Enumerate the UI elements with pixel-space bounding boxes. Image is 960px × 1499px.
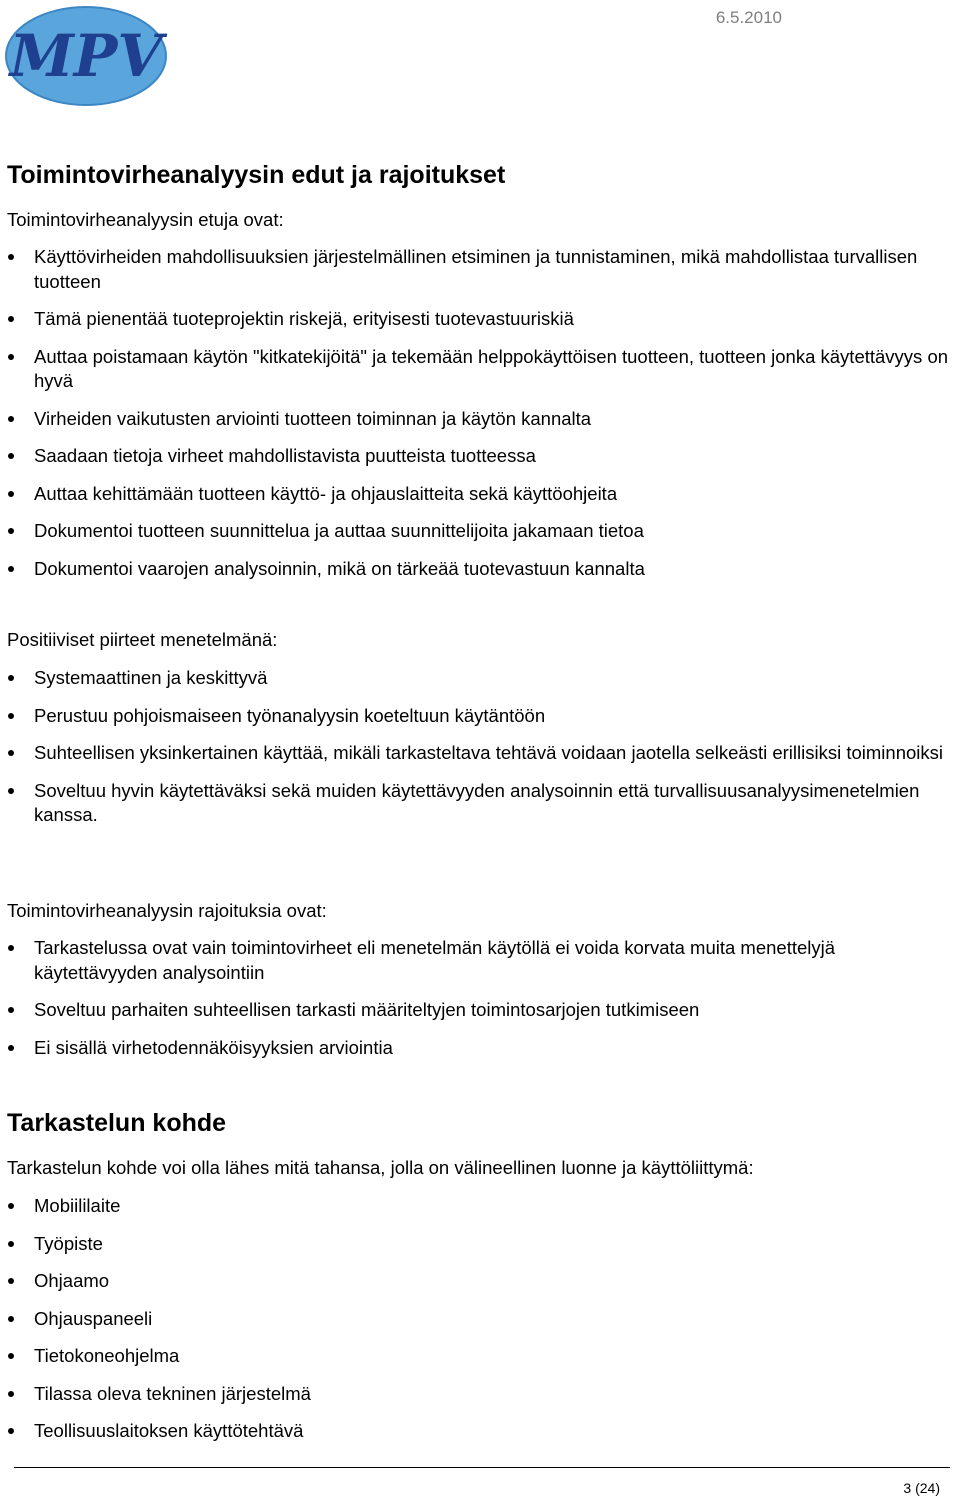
mpv-logo xyxy=(4,4,168,108)
list-item: Auttaa poistamaan käytön "kitkatekijöitä" ja tekemään helppokäyttöisen tuotteen, tuotteen jonka käytettävyys on hyvä xyxy=(7,345,960,394)
list-item: Tietokoneohjelma xyxy=(7,1344,960,1369)
list-item: Soveltuu parhaiten suhteellisen tarkasti määriteltyjen toimintosarjojen tutkimiseen xyxy=(7,998,960,1023)
list-item: Teollisuuslaitoksen käyttötehtävä xyxy=(7,1419,960,1444)
list-item: Dokumentoi tuotteen suunnittelua ja auttaa suunnittelijoita jakamaan tietoa xyxy=(7,519,960,544)
positives-list xyxy=(7,666,960,841)
kohde-intro: Tarkastelun kohde voi olla lähes mitä tahansa, jolla on välineellinen luonne ja käyttöliittymä: xyxy=(7,1157,754,1178)
list-item: Mobiililaite xyxy=(7,1194,960,1219)
positives-intro: Positiiviset piirteet menetelmänä: xyxy=(7,629,278,650)
footer-divider xyxy=(14,1467,950,1468)
benefits-list xyxy=(7,245,960,594)
list-item: Tarkastelussa ovat vain toimintovirheet eli menetelmän käytöllä ei voida korvata muita menettelyjä käytettävyyden analysointiin xyxy=(7,936,960,985)
list-item: Systemaattinen ja keskittyvä xyxy=(7,666,960,691)
list-item: Käyttövirheiden mahdollisuuksien järjestelmällinen etsiminen ja tunnistaminen, mikä mahdollistaa turvallisen tuotteen xyxy=(7,245,960,294)
kohde-list xyxy=(7,1194,960,1457)
logo-text: MPV xyxy=(9,22,163,90)
list-item: Tämä pienentää tuoteprojektin riskejä, erityisesti tuotevastuuriskiä xyxy=(7,307,960,332)
list-item: Työpiste xyxy=(7,1232,960,1257)
limitations-list xyxy=(7,936,960,1073)
limitations-intro: Toimintovirheanalyysin rajoituksia ovat: xyxy=(7,900,327,921)
list-item: Ohjaamo xyxy=(7,1269,960,1294)
page-number: 3 (24) xyxy=(903,1480,940,1496)
list-item: Suhteellisen yksinkertainen käyttää, mikäli tarkasteltava tehtävä voidaan jaotella selkeästi erillisiksi toiminnoiksi xyxy=(7,741,960,766)
list-item: Tilassa oleva tekninen järjestelmä xyxy=(7,1382,960,1407)
benefits-intro: Toimintovirheanalyysin etuja ovat: xyxy=(7,209,284,230)
list-item: Auttaa kehittämään tuotteen käyttö- ja ohjauslaitteita sekä käyttöohjeita xyxy=(7,482,960,507)
list-item: Virheiden vaikutusten arviointi tuotteen toiminnan ja käytön kannalta xyxy=(7,407,960,432)
list-item: Ei sisällä virhetodennäköisyyksien arviointia xyxy=(7,1036,960,1061)
section-title-kohde: Tarkastelun kohde xyxy=(7,1109,227,1137)
list-item: Dokumentoi vaarojen analysoinnin, mikä on tärkeää tuotevastuun kannalta xyxy=(7,557,960,582)
section-title-edut: Toimintovirheanalyysin edut ja rajoitukset xyxy=(7,161,506,189)
list-item: Saadaan tietoja virheet mahdollistavista puutteista tuotteessa xyxy=(7,444,960,469)
document-date: 6.5.2010 xyxy=(715,8,782,27)
list-item: Soveltuu hyvin käytettäväksi sekä muiden käytettävyyden analysoinnin että turvallisuusanalyysimenetelmien kanssa. xyxy=(7,779,960,828)
list-item: Perustuu pohjoismaiseen työnanalyysin koeteltuun käytäntöön xyxy=(7,704,960,729)
list-item: Ohjauspaneeli xyxy=(7,1307,960,1332)
